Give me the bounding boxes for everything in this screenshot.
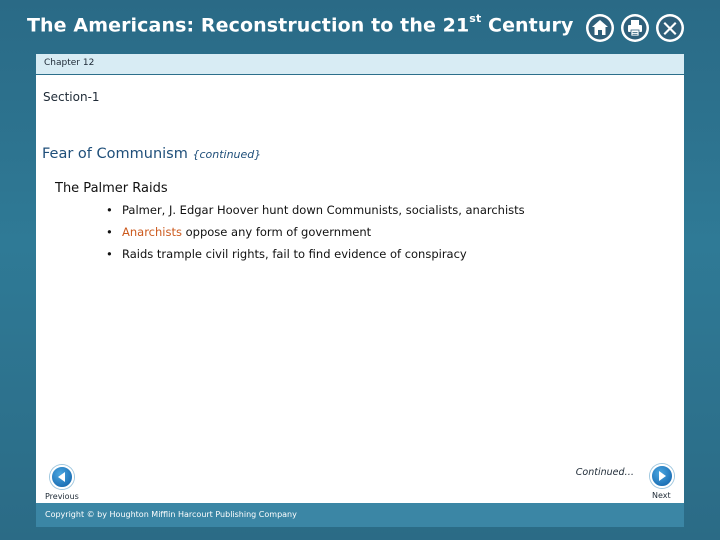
arrow-right-icon — [652, 466, 672, 486]
copyright-text: Copyright © by Houghton Mifflin Harcourt Publishing Company — [45, 510, 297, 519]
bullet-item: • Raids trample civil rights, fail to find evidence of conspiracy — [106, 247, 467, 261]
arrow-left-icon — [52, 467, 72, 487]
chapter-bar — [36, 54, 684, 74]
next-button[interactable] — [650, 464, 674, 488]
section-label: Section-1 — [43, 90, 100, 104]
bullet-marker: • — [106, 203, 113, 217]
home-icon — [585, 13, 615, 43]
previous-button[interactable] — [50, 465, 74, 489]
close-icon — [655, 13, 685, 43]
slide-title: Fear of Communism {continued} — [42, 146, 262, 162]
bullet-marker: • — [106, 225, 113, 239]
bullet-item: • Palmer, J. Edgar Hoover hunt down Communists, socialists, anarchists — [106, 203, 525, 217]
bullet-marker: • — [106, 247, 113, 261]
bullet-list — [106, 201, 525, 267]
chapter-label: Chapter 12 — [44, 58, 95, 68]
print-button[interactable] — [620, 13, 650, 43]
home-button[interactable] — [585, 13, 615, 43]
continued-label: Continued… — [575, 467, 634, 478]
close-button[interactable] — [655, 13, 685, 43]
previous-label[interactable]: Previous — [45, 492, 79, 501]
next-label[interactable]: Next — [652, 491, 671, 500]
highlighted-term[interactable]: Anarchists — [122, 225, 182, 239]
app-title: The Americans: Reconstruction to the 21st Century — [27, 12, 574, 37]
footer-bar — [36, 503, 684, 527]
bullet-item: • Anarchists oppose any form of government — [106, 225, 372, 239]
subheading: The Palmer Raids — [55, 181, 168, 196]
print-icon — [620, 13, 650, 43]
slide-content — [36, 75, 684, 503]
slide-title-continued: {continued} — [192, 148, 262, 161]
